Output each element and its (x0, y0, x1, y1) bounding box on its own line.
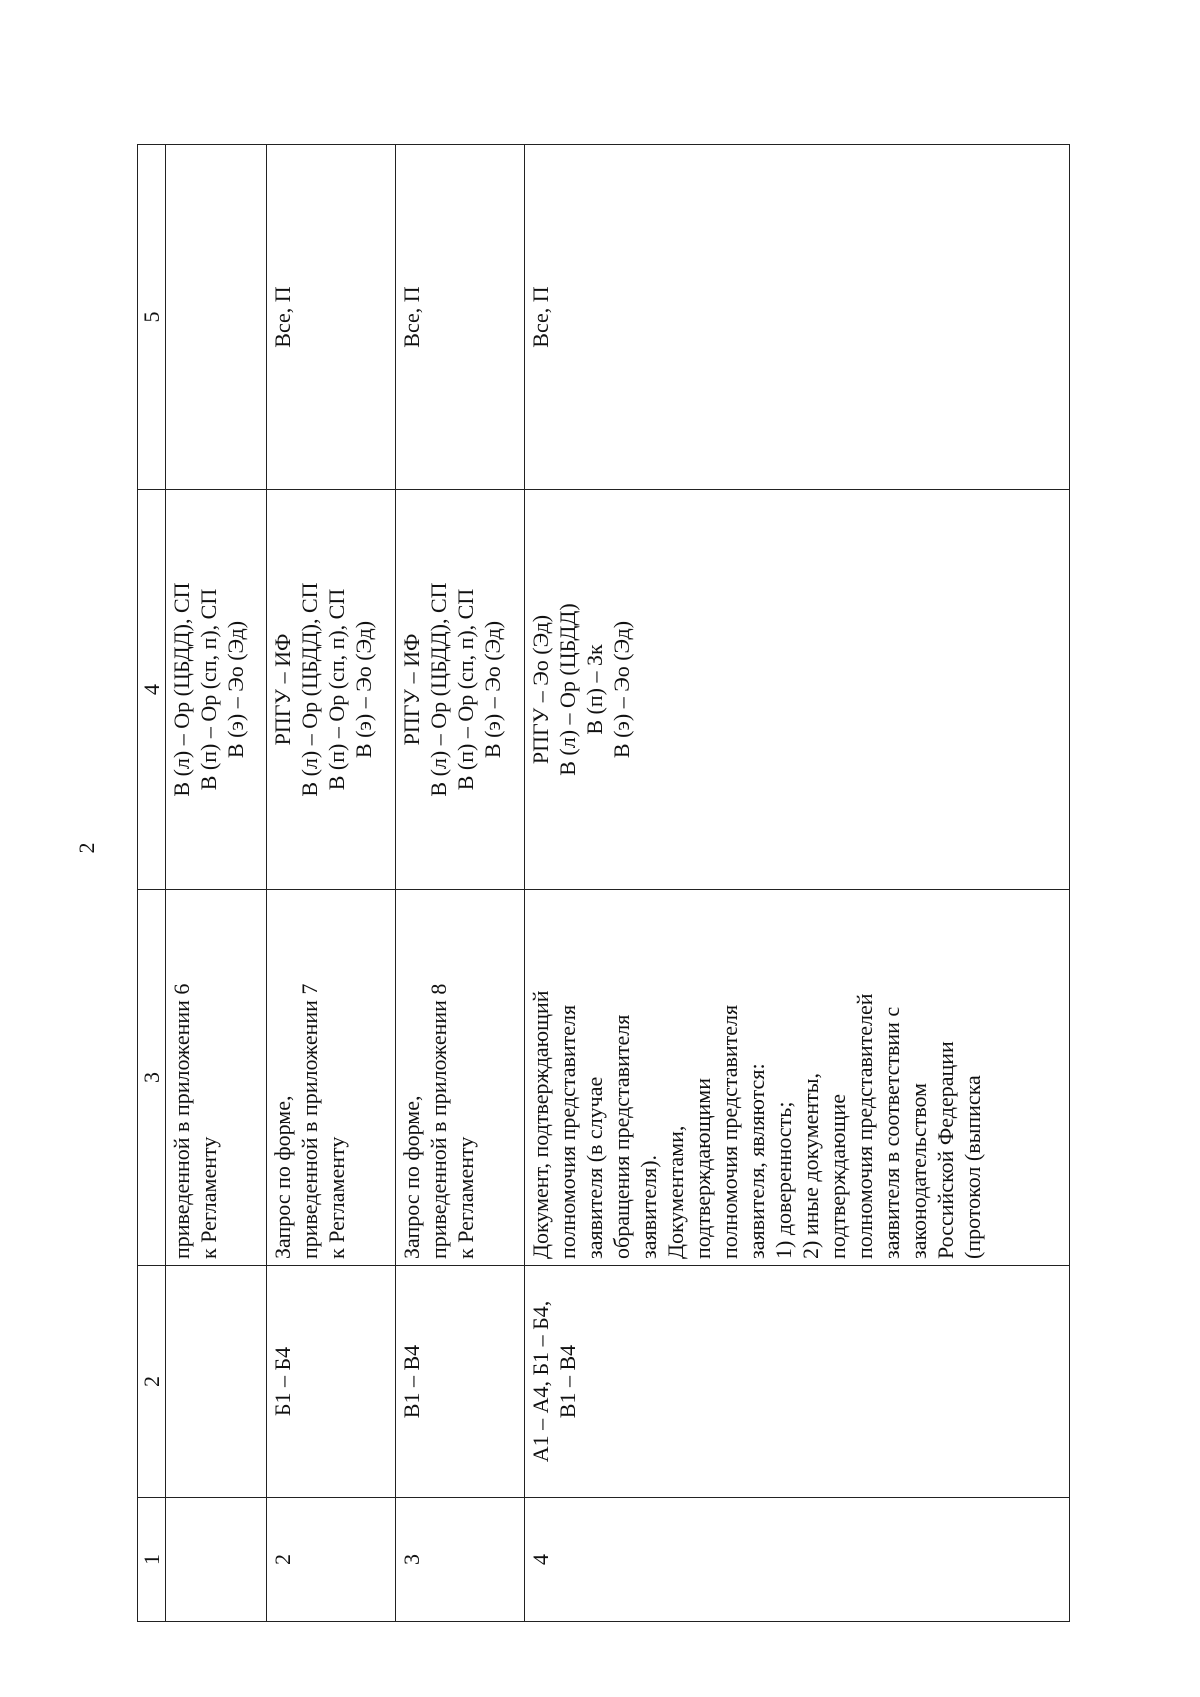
cell-line: к Регламенту (196, 1136, 221, 1259)
cell-submission-method (267, 490, 396, 890)
cell-line: В (п) – Зк (582, 644, 607, 735)
cell-line: В (п) – Ор (сп, п), СП (196, 588, 221, 791)
cell-document (267, 890, 396, 1266)
cell-document (525, 890, 1070, 1266)
cell-line: 1) доверенность; (771, 1101, 796, 1259)
cell-line: заявителя, являются: (744, 1063, 769, 1259)
cell-line: Все, П (399, 286, 424, 348)
cell-line: к Регламенту (453, 1136, 478, 1259)
cell-line: полномочия представителя (717, 1004, 742, 1259)
cell-line: Российской Федерации (933, 1041, 958, 1259)
cell-line: В (л) – Ор (ЦБДД), СП (297, 582, 322, 797)
header-cell-1: 1 (138, 1498, 166, 1622)
cell-number (396, 1498, 525, 1622)
cell-submission-method (396, 490, 525, 890)
table-row (396, 145, 525, 1622)
cell-line: РПГУ – ИФ (270, 633, 295, 746)
cell-line: В (э) – Эо (Эд) (351, 620, 376, 759)
cell-line: РПГУ – ИФ (399, 633, 424, 746)
cell-line: приведенной в приложении 8 (426, 983, 451, 1259)
table-row (267, 145, 396, 1622)
cell-scope (396, 145, 525, 490)
cell-line: 3 (399, 1554, 424, 1565)
cell-submission-method (525, 490, 1070, 890)
header-cell-3: 3 (138, 890, 166, 1266)
cell-scope (267, 145, 396, 490)
table-row (166, 145, 267, 1622)
cell-line: заявителя (в случае (582, 1076, 607, 1259)
cell-scope (525, 145, 1070, 490)
cell-line: В (э) – Эо (Эд) (480, 620, 505, 759)
cell-line: Все, П (270, 286, 295, 348)
cell-line: Запрос по форме, (270, 1095, 295, 1259)
cell-line: Запрос по форме, (399, 1095, 424, 1259)
cell-line: подтверждающими (690, 1078, 715, 1259)
cell-line: В1 – В4 (399, 1344, 424, 1419)
cell-number (166, 1498, 267, 1622)
cell-line: В (л) – Ор (ЦБДД) (555, 603, 580, 776)
cell-submission-method (166, 490, 267, 890)
cell-document (166, 890, 267, 1266)
cell-line: законодательством (906, 1082, 931, 1259)
rotated-table-wrapper (137, 145, 1082, 1622)
document-table (137, 144, 1070, 1622)
cell-line: В (э) – Эо (Эд) (223, 620, 248, 759)
cell-line: к Регламенту (324, 1136, 349, 1259)
cell-categories (267, 1266, 396, 1498)
cell-line: В (п) – Ор (сп, п), СП (324, 588, 349, 791)
cell-line: А1 – А4, Б1 – Б4, (528, 1300, 553, 1463)
cell-line: Документами, (663, 1125, 688, 1259)
cell-number (525, 1498, 1070, 1622)
cell-line: заявителя в соответствии с (879, 1006, 904, 1259)
header-row (138, 145, 166, 1622)
cell-line: В (л) – Ор (ЦБДД), СП (169, 582, 194, 797)
cell-line: Документ, подтверждающий (528, 990, 553, 1259)
header-cell-5: 5 (138, 145, 166, 490)
cell-line: приведенной в приложении 7 (297, 983, 322, 1259)
page-number: 2 (74, 842, 99, 854)
cell-categories (525, 1266, 1070, 1498)
cell-line: приведенной в приложении 6 (169, 983, 194, 1259)
cell-line: В (п) – Ор (сп, п), СП (453, 588, 478, 791)
cell-line: 2) иные документы, (798, 1072, 823, 1259)
header-cell-2: 2 (138, 1266, 166, 1498)
cell-line: подтверждающие (825, 1093, 850, 1259)
cell-line: Б1 – Б4 (270, 1346, 295, 1417)
cell-line: (протокол (выписка (960, 1075, 985, 1259)
cell-line: 4 (528, 1554, 553, 1565)
cell-categories (166, 1266, 267, 1498)
cell-line: В (э) – Эо (Эд) (609, 620, 634, 759)
cell-line: полномочия представителей (852, 993, 877, 1259)
cell-line: Все, П (528, 286, 553, 348)
cell-line: В (л) – Ор (ЦБДД), СП (426, 582, 451, 797)
cell-number (267, 1498, 396, 1622)
header-cell-4: 4 (138, 490, 166, 890)
cell-document (396, 890, 525, 1266)
cell-line: РПГУ – Эо (Эд) (528, 614, 553, 765)
cell-line: обращения представителя (609, 1014, 634, 1259)
cell-line: заявителя). (636, 1154, 661, 1259)
cell-line: полномочия представителя (555, 1004, 580, 1259)
cell-scope (166, 145, 267, 490)
cell-line: В1 – В4 (555, 1344, 580, 1419)
cell-categories (396, 1266, 525, 1498)
table-row (525, 145, 1070, 1622)
cell-line: 2 (270, 1554, 295, 1565)
